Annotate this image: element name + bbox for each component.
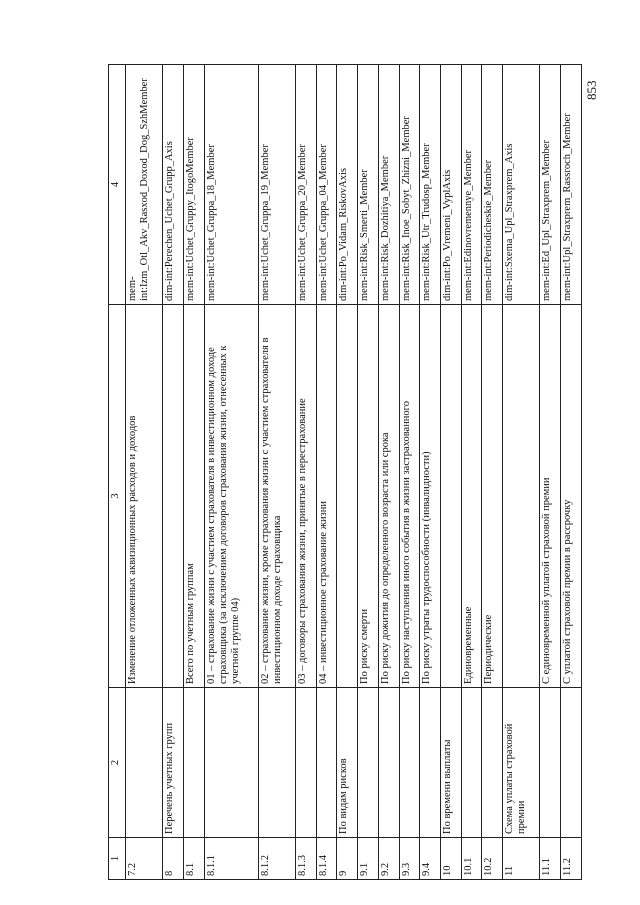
table-cell-c1: 9 [337,838,358,880]
table-cell-c1: 7.2 [126,838,163,880]
table-cell-c1: 8 [163,838,184,880]
table-cell-c1: 9.4 [420,838,441,880]
table-cell-c4: mem-int:Risk_Dozhitiya_Member [378,65,399,305]
table-cell-c4: mem-int:Risk_Utr_Trudosp_Member [420,65,441,305]
table-cell-c2 [204,688,258,838]
table-row [399,65,420,880]
table-cell-c1: 9.1 [358,838,379,880]
table-cell-c2 [258,688,295,838]
column-header: 3 [109,305,126,688]
page-number [584,60,608,100]
table-cell-c3 [440,305,461,688]
table-cell-c1: 8.1.4 [316,838,337,880]
table-row [503,65,540,880]
table-cell-c3: По риску утраты трудоспособности (инвалидности) [420,305,441,688]
rotated-table [108,65,582,880]
table-row [126,65,163,880]
table-row [378,65,399,880]
document-table-container [108,65,582,880]
table-cell-c4: dim-int:Po_Vremeni_VyplAxis [440,65,461,305]
table-cell-c4: mem-int:Uchet_Gruppy_ItogoMember [184,65,205,305]
column-header: 4 [109,65,126,305]
table-cell-c4: mem-int:Edinovremennye_Member [461,65,482,305]
page-number-text: 853 [584,80,599,100]
table-cell-c3: Изменение отложенных аквизиционных расходов и доходов [126,305,163,688]
table-row [461,65,482,880]
table-cell-c3: По риску смерти [358,305,379,688]
table-cell-c1: 10 [440,838,461,880]
table-row [337,65,358,880]
table-cell-c3: Периодические [482,305,503,688]
table-cell-c4: mem-int:Periodicheskie_Member [482,65,503,305]
taxonomy-table [108,64,582,880]
table-cell-c4: mem-int:Uchet_Gruppa_20_Member [295,65,316,305]
table-cell-c4: mem-int:Izm_Otl_Akv_Rasxod_Doxod_Dog_SzhMember [126,65,163,305]
table-cell-c2: Перечень учетных групп [163,688,184,838]
table-cell-c4: mem-int:Uchet_Gruppa_18_Member [204,65,258,305]
table-cell-c1: 10.2 [482,838,503,880]
table-row [561,65,582,880]
table-cell-c1: 11.2 [561,838,582,880]
table-cell-c2: По видам рисков [337,688,358,838]
table-cell-c4: mem-int:Uchet_Gruppa_19_Member [258,65,295,305]
table-cell-c4: mem-int:Risk_Inoe_Sobyt_Zhizni_Member [399,65,420,305]
table-cell-c2 [482,688,503,838]
table-header-row [109,65,126,880]
table-row [295,65,316,880]
table-cell-c2: По времени выплаты [440,688,461,838]
table-cell-c2 [378,688,399,838]
table-row [482,65,503,880]
table-cell-c3: По риску наступления иного события в жизни застрахованного [399,305,420,688]
table-cell-c4: dim-int:Po_Vidam_RiskovAxis [337,65,358,305]
table-cell-c1: 9.3 [399,838,420,880]
table-cell-c3: Всего по учетным группам [184,305,205,688]
table-cell-c2 [316,688,337,838]
table-cell-c3: Единовременные [461,305,482,688]
table-cell-c2 [461,688,482,838]
table-row [163,65,184,880]
table-cell-c1: 10.1 [461,838,482,880]
table-cell-c2 [184,688,205,838]
table-cell-c3 [163,305,184,688]
table-cell-c4: dim-int:Sxema_Upl_Straxprem_Axis [503,65,540,305]
table-cell-c1: 8.1 [184,838,205,880]
table-row [440,65,461,880]
table-body [109,65,582,880]
table-cell-c2 [126,688,163,838]
table-cell-c2 [358,688,379,838]
table-cell-c2 [295,688,316,838]
table-cell-c1: 8.1.1 [204,838,258,880]
table-row [358,65,379,880]
table-row [258,65,295,880]
table-cell-c3: С единовременной уплатой страховой премии [540,305,561,688]
table-cell-c4: mem-int:Risk_Smerti_Member [358,65,379,305]
table-cell-c1: 8.1.2 [258,838,295,880]
table-cell-c4: mem-int:Ed_Upl_Straxprem_Member [540,65,561,305]
column-header: 2 [109,688,126,838]
table-cell-c2 [399,688,420,838]
table-cell-c2 [561,688,582,838]
table-row [420,65,441,880]
table-cell-c2 [420,688,441,838]
table-cell-c1: 8.1.3 [295,838,316,880]
table-cell-c4: mem-int:Uchet_Gruppa_04_Member [316,65,337,305]
table-row [540,65,561,880]
table-cell-c4: dim-int:Perechen_Uchet_Grupp_Axis [163,65,184,305]
table-cell-c3 [503,305,540,688]
table-cell-c1: 11.1 [540,838,561,880]
table-cell-c3: С уплатой страховой премии в рассрочку [561,305,582,688]
table-cell-c2 [540,688,561,838]
table-cell-c1: 9.2 [378,838,399,880]
table-cell-c3: 04 – инвестиционное страхование жизни [316,305,337,688]
table-row [184,65,205,880]
table-cell-c3: 03 – договоры страхования жизни, принятые в перестрахование [295,305,316,688]
table-cell-c2: Схема уплаты страховой премии [503,688,540,838]
table-cell-c3: 02 – страхование жизни, кроме страхования жизни с участием страхователя в инвестиционном доходе страховщика [258,305,295,688]
table-cell-c3 [337,305,358,688]
column-header: 1 [109,838,126,880]
table-cell-c4: mem-int:Upl_Straxprem_Rassroch_Member [561,65,582,305]
table-cell-c1: 11 [503,838,540,880]
table-row [316,65,337,880]
table-cell-c3: По риску дожития до определенного возраста или срока [378,305,399,688]
table-row [204,65,258,880]
table-cell-c3: 01 – страхование жизни с участием страхователя в инвестиционном доходе страховщика (за исключением договоров страхования жизни, отнесенных к учетной группе 04) [204,305,258,688]
